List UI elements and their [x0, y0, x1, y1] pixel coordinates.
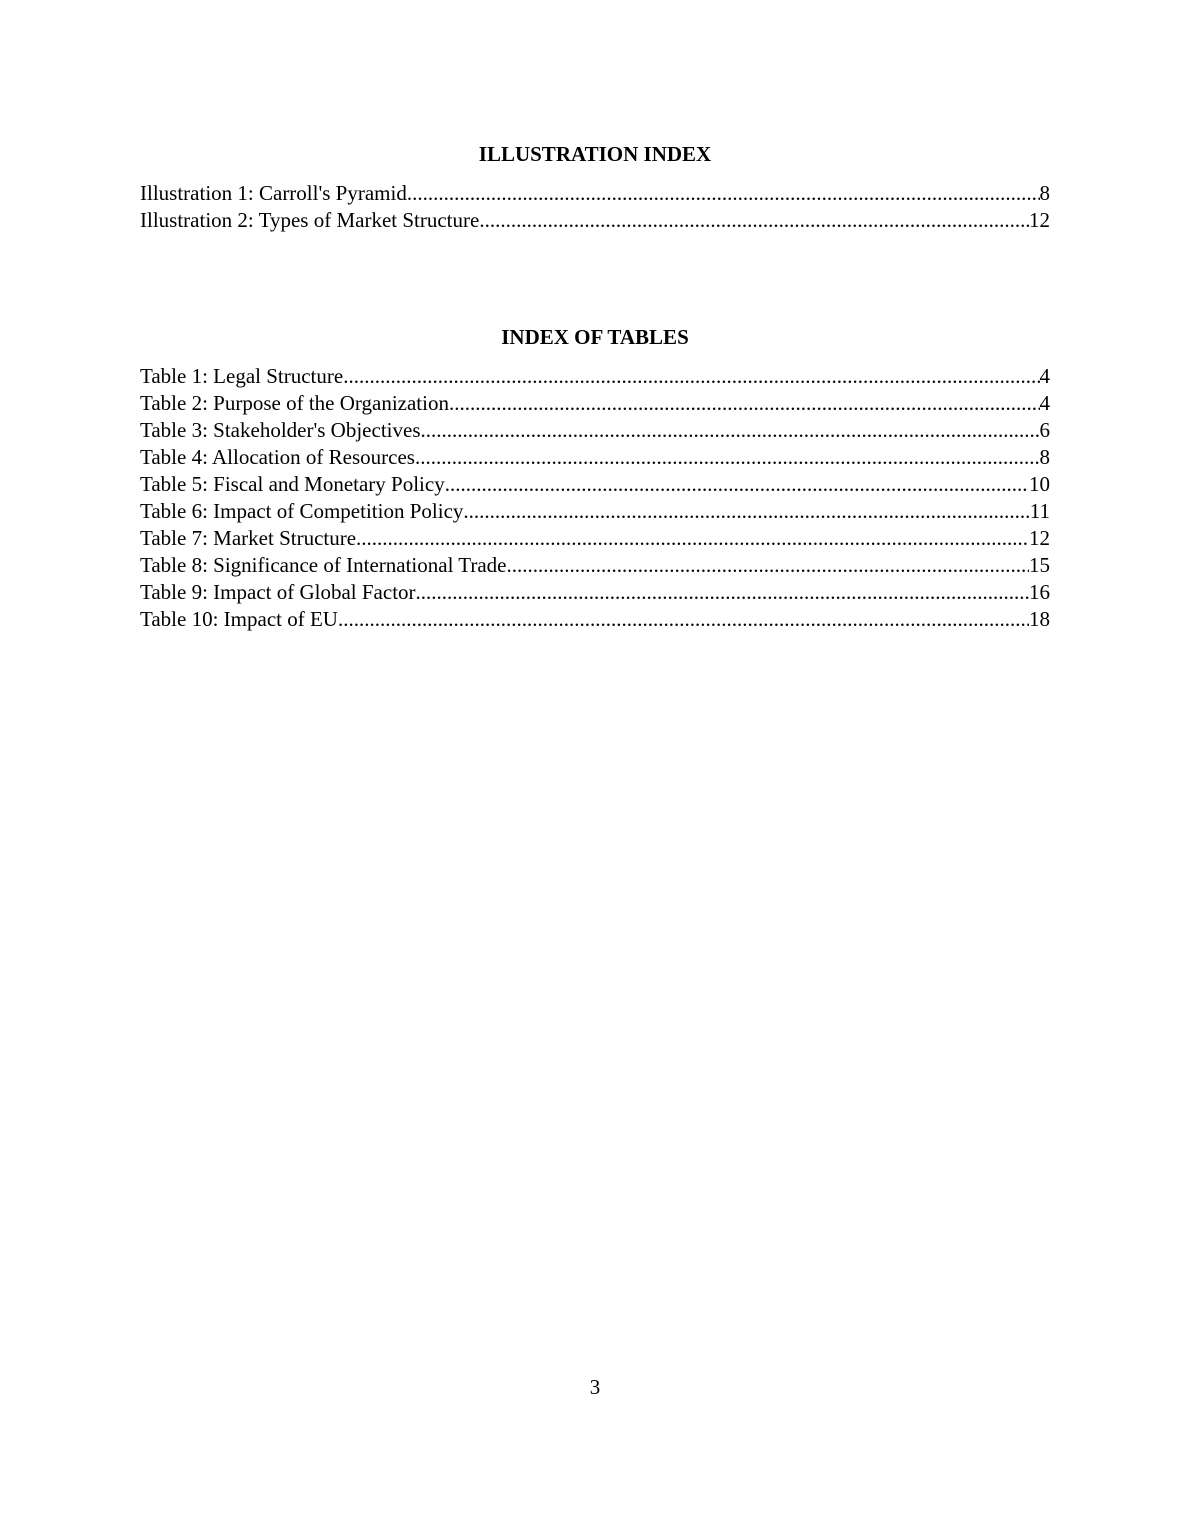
dot-leader	[479, 207, 1029, 234]
entry-page-number: 4	[1039, 364, 1050, 388]
entry-label: Table 2: Purpose of the Organization	[140, 391, 449, 415]
dot-leader	[415, 444, 1040, 471]
entry-page-number: 12	[1029, 208, 1050, 232]
dot-leader	[449, 390, 1040, 417]
entry-page-number: 4	[1039, 391, 1050, 415]
entry-page-number: 8	[1039, 181, 1050, 205]
dot-leader	[407, 180, 1040, 207]
entry-label: Table 8: Significance of International Trade	[140, 553, 507, 577]
dot-leader	[463, 498, 1029, 525]
entry-page-number: 6	[1039, 418, 1050, 442]
entry-label: Table 4: Allocation of Resources	[140, 445, 415, 469]
dot-leader	[343, 363, 1039, 390]
entry-label: Illustration 1: Carroll's Pyramid	[140, 181, 407, 205]
table-entry-10[interactable]	[140, 606, 1050, 633]
entry-label: Illustration 2: Types of Market Structure	[140, 208, 480, 232]
entry-page-number: 10	[1029, 472, 1050, 496]
illustration-index-section	[140, 140, 1050, 234]
dot-leader	[445, 471, 1029, 498]
page-number: 3	[589, 1375, 601, 1399]
table-entry-4[interactable]	[140, 444, 1050, 471]
entry-label: Table 10: Impact of EU	[140, 607, 338, 631]
entry-label: Table 1: Legal Structure	[140, 364, 344, 388]
entry-page-number: 18	[1029, 607, 1050, 631]
table-entry-5[interactable]	[140, 471, 1050, 498]
entry-label: Table 5: Fiscal and Monetary Policy	[140, 472, 445, 496]
table-entry-2[interactable]	[140, 390, 1050, 417]
entry-page-number: 12	[1029, 526, 1050, 550]
illustration-entry-2[interactable]	[140, 207, 1050, 234]
dot-leader	[416, 579, 1029, 606]
illustration-index-list	[140, 180, 1050, 234]
table-entry-9[interactable]	[140, 579, 1050, 606]
table-entry-8[interactable]	[140, 552, 1050, 579]
index-of-tables-title: INDEX OF TABLES	[501, 325, 689, 349]
dot-leader	[356, 525, 1029, 552]
entry-page-number: 8	[1039, 445, 1050, 469]
entry-label: Table 7: Market Structure	[140, 526, 357, 550]
dot-leader	[507, 552, 1029, 579]
illustration-entry-1[interactable]	[140, 180, 1050, 207]
entry-page-number: 15	[1029, 553, 1050, 577]
entry-page-number: 11	[1029, 499, 1050, 523]
dot-leader	[338, 606, 1029, 633]
table-entry-3[interactable]	[140, 417, 1050, 444]
entry-page-number: 16	[1029, 580, 1050, 604]
table-entry-1[interactable]	[140, 363, 1050, 390]
dot-leader	[421, 417, 1040, 444]
illustration-index-title: ILLUSTRATION INDEX	[478, 142, 712, 166]
entry-label: Table 3: Stakeholder's Objectives	[140, 418, 421, 442]
entry-label: Table 9: Impact of Global Factor	[140, 580, 416, 604]
table-entry-6[interactable]	[140, 498, 1050, 525]
table-entry-7[interactable]	[140, 525, 1050, 552]
entry-label: Table 6: Impact of Competition Policy	[140, 499, 464, 523]
index-of-tables-list	[140, 363, 1050, 633]
index-of-tables-section	[140, 323, 1050, 633]
